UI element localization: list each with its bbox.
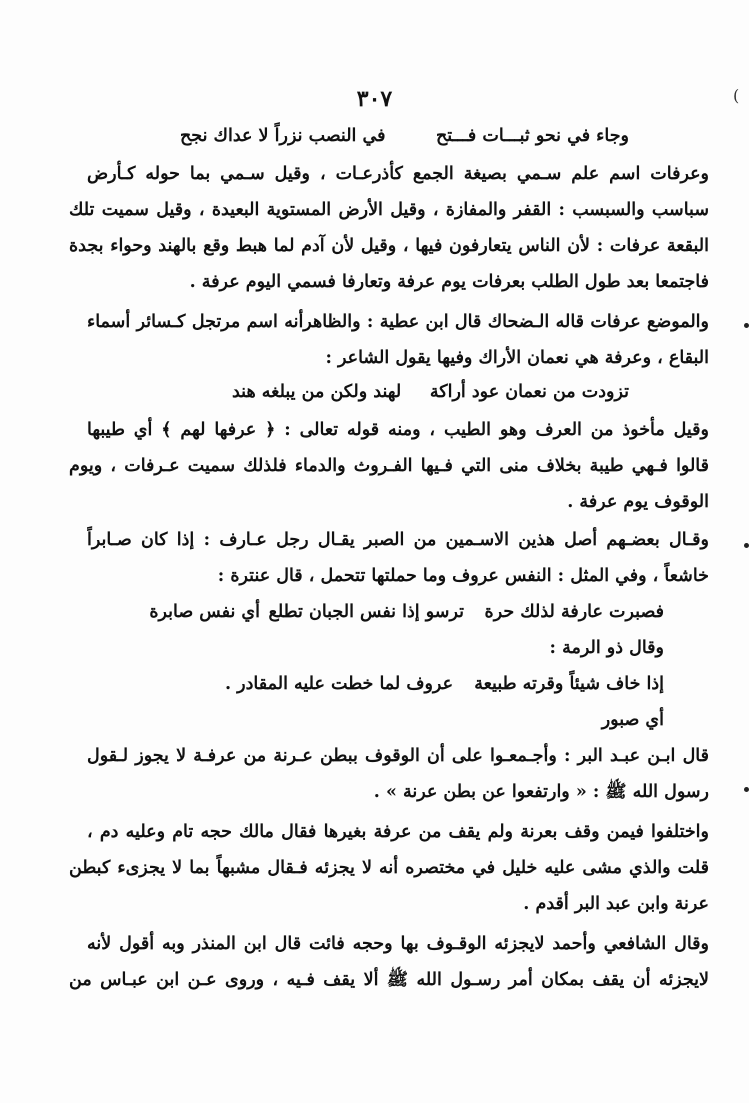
verse4-second-hemistich: عروف لما خطت عليه المقادر .	[225, 674, 454, 694]
verse1-second-hemistich: في النصب نزراً لا عداك نجح	[180, 126, 386, 146]
paragraph-line: أي صبور	[601, 710, 664, 730]
paragraph-line: قالوا فـهي طيبة بخلاف منى التي فـيها الفـروث والدماء فلذلك سميت عـرفات ، ويوم	[69, 456, 709, 476]
verse2-second-hemistich: لهند ولكن من يبلغه هند	[232, 382, 402, 402]
verse1-first-hemistich: وجاء في نحو ثبـــات فـــتح	[435, 126, 629, 146]
paragraph-line: قلت والذي مشى عليه خليل في مختصره أنه لا يجزئه فـقال مشبهاً بما لا يجزىء كبطن	[69, 858, 709, 878]
paragraph-line: رسول الله ﷺ : « وارتفعوا عن بطن عرنة » .	[373, 782, 709, 802]
paragraph-line: وقيل مأخوذ من العرف وهو الطيب ، ومنه قوله تعالى : ﴿ عرفها لهم ﴾ أي طيبها	[87, 420, 709, 440]
verse3-second-hemistich: ترسو إذا نفس الجبان تطلع	[268, 602, 464, 622]
paragraph-line: والموضع عرفات قاله الـضحاك قال ابن عطية : والظاهرأنه اسم مرتجل كـسائر أسماء	[87, 312, 709, 332]
corner-bracket: (	[733, 86, 740, 105]
paragraph-line: عرنة وابن عبد البر أقدم .	[523, 894, 709, 914]
verse3-gloss: أي نفس صابرة	[149, 602, 260, 622]
paragraph-line: واختلفوا فيمن وقف بعرنة ولم يقف من عرفة بغيرها فقال مالك حجه تام وعليه دم ،	[87, 822, 709, 842]
paragraph-line: فاجتمعا بعد طول الطلب بعرفات يوم عرفة وتعارفا فسمي اليوم عرفة .	[189, 272, 709, 292]
paragraph-line: البقعة عرفات : لأن الناس يتعارفون فيها ، وقيل لأن آدم لما هبط وقع بالهند وحواء بجدة	[69, 236, 709, 256]
verse4-first-hemistich: إذا خاف شيئاً وقرته طبيعة	[474, 674, 664, 694]
paragraph-line: وعرفات اسم علم سـمي بصيغة الجمع كأذرعـات ، وقيل سـمي بما حوله كـأرض	[87, 164, 709, 184]
paragraph-line: وقال ذو الرمة :	[549, 638, 664, 658]
paragraph-line: وقال الشافعي وأحمد لايجزئه الوقـوف بها وحجه فائت قال ابن المنذر وبه أقول لأنه	[87, 934, 709, 954]
paragraph-line: لايجزئه أن يقف بمكان أمر رسـول الله ﷺ ألا يقف فـيه ، وروى عـن ابن عبـاس من	[69, 970, 709, 990]
paragraph-line: وقـال بعضـهم أصل هذين الاسـمين من الصبر يقـال رجل عـارف : إذا كان صـابراً	[87, 530, 709, 550]
verse3-first-hemistich: فصبرت عارفة لذلك حرة	[484, 602, 664, 622]
margin-dot	[744, 323, 749, 328]
margin-dot	[744, 543, 749, 548]
page-number: ٣٠٧	[356, 86, 393, 112]
paragraph-line: خاشعاً ، وفي المثل : النفس عروف وما حملتها تتحمل ، قال عنترة :	[217, 566, 709, 586]
paragraph-line: قال ابـن عبـد البر : وأجـمعـوا على أن الوقوف ببطن عـرنة من عرفـة لا يجوز لـقول	[87, 746, 709, 766]
margin-dot	[744, 787, 749, 792]
verse2-first-hemistich: تزودت من نعمان عود أراكة	[429, 382, 629, 402]
paragraph-line: سباسب والسبسب : القفر والمفازة ، وقيل الأرض المستوية البعيدة ، وقيل سميت تلك	[69, 200, 709, 220]
paragraph-line: الوقوف يوم عرفة .	[567, 492, 709, 512]
paragraph-line: البقاع ، وعرفة هي نعمان الأراك وفيها يقول الشاعر :	[325, 348, 709, 368]
